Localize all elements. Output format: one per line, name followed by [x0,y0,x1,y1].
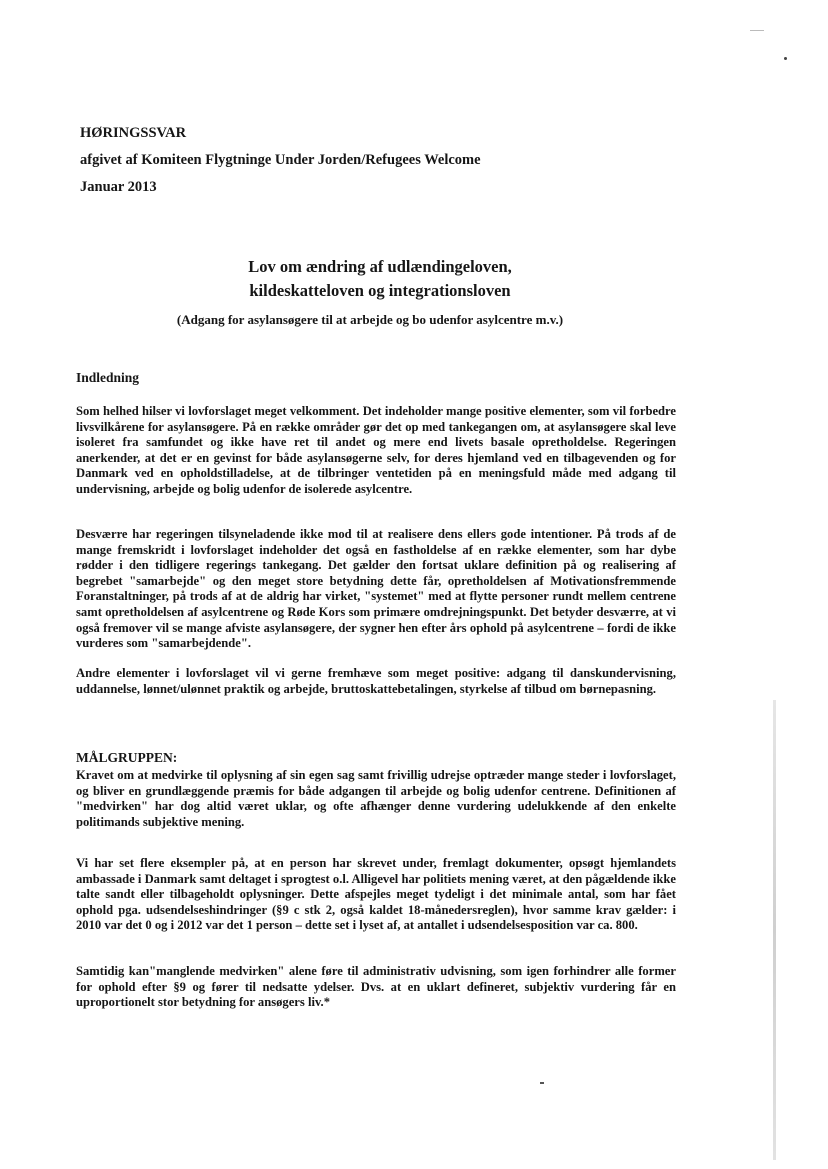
scan-speck [750,30,764,31]
document-header [80,120,481,201]
paragraph-intro-3: Andre elementer i lovforslaget vil vi gerne fremhæve som meget positive: adgang til danskundervisning, uddannelse, lønnet/ulønnet praktik og arbejde, bruttoskattebetalingen, styrkelse af tilbud om børnepasning. [76,666,676,696]
scan-speck [784,57,787,60]
paragraph-target-3: Samtidig kan"manglende medvirken" alene føre til administrativ udvisning, som igen forhindrer alle former for ophold efter §9 og fører til nedsatte ydelser. Dvs. at en uklart defineret, subjektiv vurdering får en uproportionelt stor betydning for ansøgers liv.* [76,964,676,1010]
header-line-3: Januar 2013 [80,179,157,195]
scan-mark [540,1082,544,1084]
paragraph-intro-1: Som helhed hilser vi lovforslaget meget velkomment. Det indeholder mange positive elementer, som vil forbedre livsvilkårene for asylansøgere. På en række områder gør det op med tankegangen om, at asylansøgere skal leve isoleret fra samfundet og ikke have ret til andet og mere end livets basale opretholdelse. Regeringen anerkender, at det er en gevinst for både asylansøgerne selv, for deres hjemland ved en tilbagevenden og for Danmark ved en opholdstilladelse, at de tilbringer ventetiden på en meningsfuld måde med adgang til undervisning, arbejde og bolig udenfor de isolerede asylcentre. [76,404,676,496]
document-title [0,255,760,303]
section-heading-maalgruppen: MÅLGRUPPEN: [76,750,178,765]
paragraph-body: til oplysning af sin egen sag samt frivillig udrejse optræder mange steder i lovforslaget, og bliver en grundlæggende præmis for både adgangen til arbejde og bolig udenfor centrene. Definitionen af "medvirken" har dog altid været uklar, og ofte afhænger denne vurdering udelukkende af den enkelte politimands subjektive mening. [76,768,676,829]
scan-edge-shadow [773,700,776,1160]
header-line-2: afgivet af Komiteen Flygtninge Under Jorden/Refugees Welcome [80,152,481,168]
section-heading-indledning: Indledning [76,370,140,385]
paragraph-target-2: Vi har set flere eksempler på, at en person har skrevet under, fremlagt dokumenter, opsøgt hjemlandets ambassade i Danmark samt deltaget i sprogtest o.l. Alligevel har politiets mening været, at den pågældende ikke talte sandt eller tilbageholdt oplysninger. Dette afspejles meget tydeligt i det minimale antal, som har fået ophold pga. udsendelseshindringer (§9 c stk 2, også kaldet 18-månedersreglen), hvor samme krav gælder: i 2010 var det 0 og i 2012 var det 1 person – dette set i lyset af, at antallet i udsendelsesposition var ca. 800. [76,856,676,933]
header-line-1: HØRINGSSVAR [80,125,187,141]
title-line-2: kildeskatteloven og integrationsloven [249,281,511,300]
paragraph-lead: Kravet om at medvirke [76,768,203,782]
paragraph-target-1 [76,768,676,830]
document-subtitle: (Adgang for asylansøgere til at arbejde og bo udenfor asylcentre m.v.) [176,312,564,327]
title-line-1: Lov om ændring af udlændingeloven, [248,257,512,276]
paragraph-intro-2: Desværre har regeringen tilsyneladende ikke mod til at realisere dens ellers gode intentioner. På trods af de mange fremskridt i lovforslaget indeholder det også en fastholdelse af en række elementer, som har dybe rødder i den tidligere regerings tankegang. Det gælder den fortsat uklare definition på og realisering af begrebet "samarbejde" og den meget store betydning dette får, opretholdelsen af Motivationsfremmende Foranstaltninger, på trods af at de aldrig har virket, "systemet" med at flytte personer rundt mellem centrene samt opretholdelsen af asylcentrene og Røde Kors som primære omdrejningspunkt. Det betyder desværre, at vi også fremover vil se mange afviste asylansøgere, der sygner hen efter års ophold på asylcentrene – fordi de ikke vurderes som "samarbejdende". [76,527,676,651]
